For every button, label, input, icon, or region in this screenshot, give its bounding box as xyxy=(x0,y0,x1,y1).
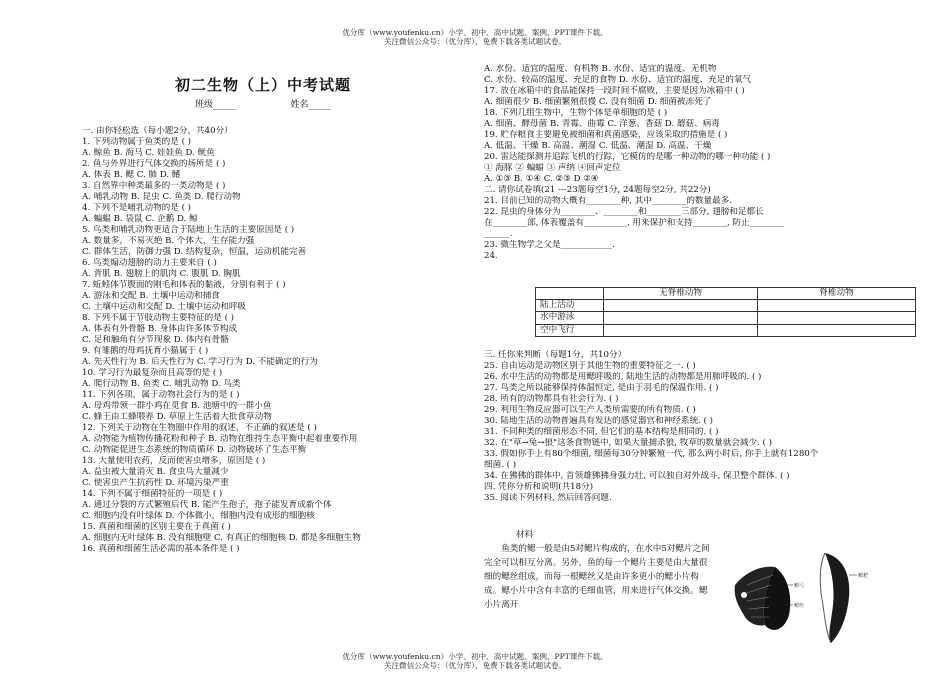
student-info-line xyxy=(82,100,444,112)
page-header xyxy=(0,28,950,47)
question-line: 18. 下列几组生物中，生物个体是单细胞的是 ( ) xyxy=(484,108,668,118)
question-line: 细菌. ( ) xyxy=(484,460,517,470)
question-line: A. 水份、适宜的温度、有机物 B. 水份、适宜的温度、无机物 xyxy=(484,64,717,74)
question-line: A. 先天性行为 B. 后天性行为 C. 学习行为 D. 不能确定的行为 xyxy=(82,357,318,367)
question-line: A. 鲸鱼 B. 海马 C. 娃娃鱼 D. 鱿鱼 xyxy=(82,148,215,158)
question-line: A. 蝙蝠 B. 袋鼠 C. 企鹅 D. 鲸 xyxy=(82,214,198,224)
question-line: 14. 下列不属于细菌特征的一项是 ( ) xyxy=(82,489,223,499)
footer-line-2: 关注微信公众号：（优分库），免费下载各类试题试卷。 xyxy=(383,661,567,671)
table-cell xyxy=(758,300,916,312)
left-column xyxy=(82,126,444,555)
question-line: 31. 不同种类的细菌形态不同, 但它们的基本结构是相同的. ( ) xyxy=(484,427,719,437)
table-row xyxy=(536,300,916,312)
question-line: A. 细胞内无叶绿体 B. 没有细胞壁 C. 有真正的细胞核 D. 都是多细胞生物 xyxy=(82,533,361,543)
question-line: C. 蜂王由工蜂喂养 D. 草原上生活着大批食草动物 xyxy=(82,412,272,422)
question-line: 34. 在狒狒的群体中, 首领雄狒狒身强力壮, 可以独自对外战斗, 保卫整个群体. ( ) xyxy=(484,471,790,481)
right-column-top xyxy=(484,64,884,262)
figure-label-a: 鳃弓 xyxy=(794,583,805,589)
question-line: 30. 陆地生活的动物普遍具有发达的感觉器官和神经系统. ( ) xyxy=(484,416,713,426)
question-line: A. 低温、干燥 B. 高温、潮湿 C. 低温、潮湿 D. 高温、干燥 xyxy=(484,141,712,151)
table-cell: 水中游泳 xyxy=(536,312,604,324)
question-line: ______. xyxy=(484,229,513,239)
question-line: 22. 昆虫的身体分为________、________和________三部分, 翅膀和足都长 xyxy=(484,207,764,217)
question-line: 一. 由你轻松选（每小题2分，共40分） xyxy=(82,126,233,136)
question-line: A. 体表 B. 鳃 C. 肺 D. 鳍 xyxy=(82,170,181,180)
header-line-2: 关注微信公众号：（优分库），免费下载各类试题试卷。 xyxy=(383,37,567,47)
question-line: 28. 所有的动物都具有社会行为. ( ) xyxy=(484,394,619,404)
question-line: C. 细胞内没有叶绿体 D. 个体微小，细胞内没有成形的细胞核 xyxy=(82,511,315,521)
question-line: 24. xyxy=(484,251,498,261)
question-line: 29. 利用生物反应器可以生产人类所需要的所有物质. ( ) xyxy=(484,405,696,415)
animal-classification-table xyxy=(535,287,916,337)
header-line-1: 优分库（www.youfenku.cn）小学、初中、高中试题、案例、PPT课件下载。 xyxy=(342,28,608,37)
question-line: 19. 贮存粮食主要避免被细菌和真菌感染，应该采取的措施是 ( ) xyxy=(484,130,728,140)
table-cell: 空中飞行 xyxy=(536,324,604,336)
question-line: 25. 自由运动是动物区别于其他生物的重要特征之一. ( ) xyxy=(484,361,696,371)
question-line: A. 细菌、酵母菌 B. 青霉、曲霉 C. 洋葱、香菇 D. 蘑菇、病毒 xyxy=(484,119,720,129)
question-line: 15. 真菌和细菌的区别主要在于真菌 ( ) xyxy=(82,522,231,532)
table-row xyxy=(536,312,916,324)
exam-title: 初二生物（上）中考试题 xyxy=(174,76,351,94)
page-footer xyxy=(0,652,950,671)
question-line: C. 土壤中运动和交配 D. 土壤中运动和呼吸 xyxy=(82,302,247,312)
question-line: 4. 下列不是哺乳动物的是 ( ) xyxy=(82,203,192,213)
question-line: A. 细菌很少 B. 细菌繁殖很慢 C. 没有细菌 D. 细菌被冻死了 xyxy=(484,97,712,107)
material-block xyxy=(484,528,716,612)
question-line: 23. 微生物学之父是____________. xyxy=(484,240,615,250)
table-cell xyxy=(604,324,758,336)
question-line: 2. 鱼与外界进行气体交换的场所是 ( ) xyxy=(82,159,226,169)
question-line: 12. 下列关于动物在生物圈中作用的叙述，不正确的叙述是 ( ) xyxy=(82,423,317,433)
question-line: 27. 鸟类之所以能够保持体温恒定, 是由于羽毛的保温作用. ( ) xyxy=(484,383,719,393)
question-line: 10. 学习行为最复杂而且高等的是 ( ) xyxy=(82,368,223,378)
question-line: 13. 大量使用农药，反而使害虫增多，原因是 ( ) xyxy=(82,456,266,466)
question-line: C. 水份、较高的温度、充足的食物 D. 水份、适宜的温度、充足的氧气 xyxy=(484,75,752,85)
question-line: A. 爬行动物 B. 鱼类 C. 哺乳动物 D. 鸟类 xyxy=(82,379,241,389)
question-line: 8. 下列不属于节肢动物主要特征的是 ( ) xyxy=(82,313,235,323)
table-cell xyxy=(604,300,758,312)
question-line: 21. 目前已知的动物大概有________种, 其中________的数量最多. xyxy=(484,196,733,206)
question-line: A. 体表有外骨骼 B. 身体由许多体节构成 xyxy=(82,324,238,334)
question-line: 35. 阅读下列材料, 然后回答问题. xyxy=(484,493,612,503)
question-line: A. 数量多，不易灭绝 B. 个体大，生存能力强 xyxy=(82,236,255,246)
question-line: 三. 任你来判断（每题1分，共10分） xyxy=(484,350,627,360)
table-cell xyxy=(758,312,916,324)
right-column-bottom xyxy=(484,350,884,504)
question-line: 四. 凭你分析和说明(共18分) xyxy=(484,482,594,492)
name-label: 姓名_____ xyxy=(290,100,331,110)
question-line: 16. 真菌和细菌生活必需的基本条件是 ( ) xyxy=(82,544,240,554)
gill-illustration xyxy=(727,545,887,650)
question-line: A. 益虫被大量消灭 B. 食虫鸟大量减少 xyxy=(82,467,229,477)
question-line: 7. 蚯蚓体节腹面的刚毛和体表的黏液，分别有利于 ( ) xyxy=(82,280,286,290)
question-line: A. 背肌 B. 翅膀上的肌肉 C. 腹肌 D. 胸肌 xyxy=(82,269,241,279)
question-line: A. ①③ B. ①④ C. ②③ D ②④ xyxy=(484,174,599,184)
table-header-cell: 脊椎动物 xyxy=(758,288,916,300)
material-text: 鱼类的鳃一般是由5对鳃片构成的，在水中5对鳃片之间完全可以相互分离。另外，鱼的每一个鳃片主要是由大量很细的鳃丝组成，而每一根鳃丝又是由许多更小的鳃小片构成。鳃小片中含有丰富的毛细血管，用来进行气体交换。鳃小片离开 xyxy=(484,544,710,610)
question-line: 11. 下列各项，属于动物社会行为的是 ( ) xyxy=(82,390,240,400)
question-line: A. 动物能为植物传播花粉和种子 B. 动物在维持生态平衡中起着重要作用 xyxy=(82,434,358,444)
footer-line-1: 优分库（www.youfenku.cn）小学、初中、高中试题、案例、PPT课件下载。 xyxy=(342,652,608,661)
question-line: C. 群体生活，防御力强 D. 结构复杂，恒温，运动机能完善 xyxy=(82,247,307,257)
material-label: 材料 xyxy=(516,530,534,540)
question-line: 1. 下列动物属于鱼类的是 ( ) xyxy=(82,137,192,147)
figure-label-c: 鳃耙 xyxy=(858,573,869,579)
question-line: 二. 请你试卷填(21 ---23题每空1分, 24题每空2分, 共22分) xyxy=(484,185,711,195)
question-line: A. 游泳和交配 B. 土壤中运动和捕食 xyxy=(82,291,220,301)
table-header-row xyxy=(536,288,916,300)
gill-figure xyxy=(727,545,887,650)
class-label: 班级_____ xyxy=(195,100,236,110)
question-line: 6. 鸟类煽动翅膀的动力主要来自 ( ) xyxy=(82,258,217,268)
question-line: C. 足和触角有分节现象 D. 体内有骨骼 xyxy=(82,335,229,345)
question-line: 3. 自然界中种类最多的一类动物是 ( ) xyxy=(82,181,226,191)
figure-label-b: 鳃丝 xyxy=(794,603,805,609)
question-line: A. 母鸡带领一群小鸡在觅食 B. 池塘中的一群小鱼 xyxy=(82,401,272,411)
question-line: 33. 假如你手上有80个细菌, 细菌每30分钟繁殖一代, 那么两小时后, 你手上就有1280个 xyxy=(484,449,819,459)
question-line: 9. 有雏鹅的母鸡抚育小猫属于 ( ) xyxy=(82,346,209,356)
question-line: 20. 雷达能探测并追踪飞机的行踪，它模仿的是哪一种动物的哪一种功能 ( ) xyxy=(484,152,771,162)
table-cell xyxy=(604,312,758,324)
question-line: C. 动物能促进生态系统的物质循环 D. 动物破坏了生态平衡 xyxy=(82,445,307,455)
table-cell: 陆上活动 xyxy=(536,300,604,312)
question-line: 5. 鸟类和哺乳动物更适合于陆地上生活的主要原因是 ( ) xyxy=(82,225,295,235)
table-header-cell: 无脊椎动物 xyxy=(604,288,758,300)
table-cell xyxy=(758,324,916,336)
table-row xyxy=(536,324,916,336)
question-line: ① 海豚 ② 蝙蝠 ③ 声纳 ④回声定位 xyxy=(484,163,621,173)
question-line: A. 哺乳动物 B. 昆虫 C. 鱼类 D. 爬行动物 xyxy=(82,192,241,202)
question-line: 32. 在"草→兔→狼"这条食物链中, 如果大量捕杀狼, 牧草的数量就会减少. ( ) xyxy=(484,438,772,448)
question-line: 26. 水中生活的动物都是用鳃呼吸的, 陆地生活的动物都是用肺呼吸的. ( ) xyxy=(484,372,762,382)
question-line: C. 使害虫产生抗药性 D. 环境污染严重 xyxy=(82,478,229,488)
question-line: 在________部, 体表覆盖有__________, 用来保护和支持________, 防止________ xyxy=(484,218,784,228)
question-line: A. 通过分裂的方式繁殖后代 B. 能产生孢子，孢子能发育成新个体 xyxy=(82,500,332,510)
question-line: 17. 放在冰箱中的食品能保持一段时间不腐败，主要是因为冰箱中 ( ) xyxy=(484,86,745,96)
table-header-cell xyxy=(536,288,604,300)
